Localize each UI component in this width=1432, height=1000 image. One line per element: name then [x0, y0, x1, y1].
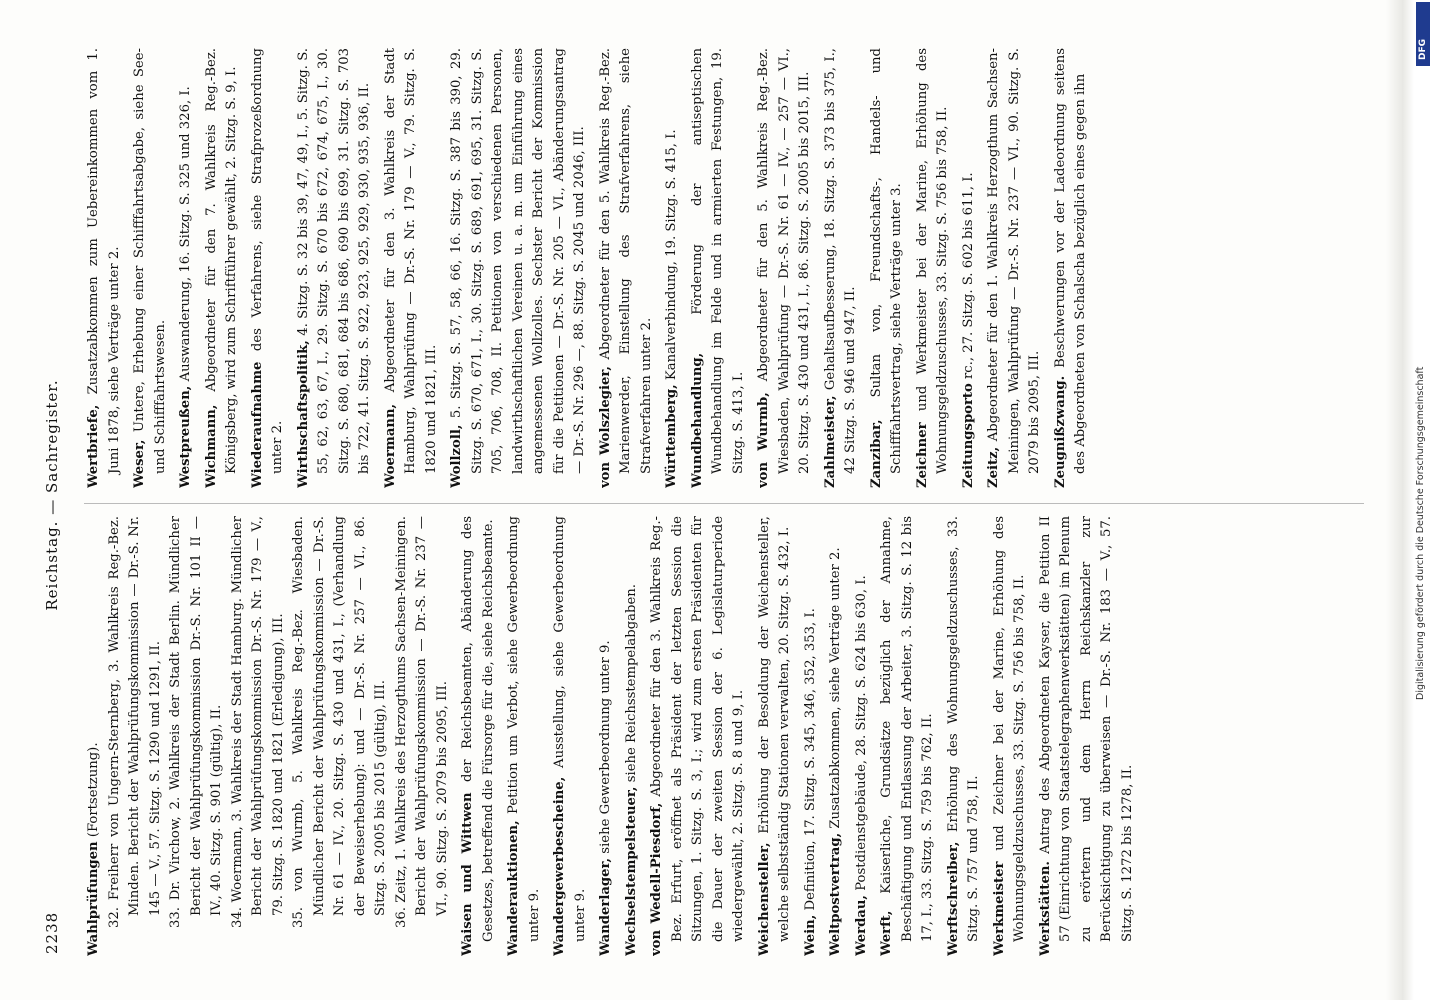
index-entry — [662, 48, 683, 488]
entry-keyword: von Wurmb, — [756, 392, 771, 488]
index-entry — [913, 48, 954, 488]
digitization-credit: Digitalisierung gefördert durch die Deutsche Forschungsgemeinschaft — [1415, 366, 1426, 700]
entry-text: Beschwerungen vor der Ladeordnung seitens des Abgeordneten von Schalscha bezüglich eines gegen ihn — [1052, 48, 1088, 474]
entry-text: Kaiserliche, Grundsätze bezüglich der Annahme, Beschäftigung und Entlassung der Arbeiter, 3. Sitzg. S. 12 bis 17, I., 33. Sitzg. S. 759 bis 762, II. — [879, 516, 935, 942]
entry-keyword: Weichensteller, — [756, 842, 772, 956]
entry-keyword: Werkstätten. — [1037, 860, 1053, 956]
entry-text: Abgeordneter für den 1. Wahlkreis Herzogthum Sachsen-Meiningen, Wahlprüfung — Dr.-S. Nr. 237 — VI., 90. Sitzg. S. 2079 bis 2095, III. — [986, 48, 1042, 474]
index-entry — [622, 516, 643, 956]
entry-keyword: Wundbehandlung, — [689, 352, 705, 488]
index-entry — [176, 48, 197, 488]
column-divider — [84, 503, 1364, 504]
entry-text: Abgeordneter für den 7. Wahlkreis Reg.-Bez. Königsberg, wird zum Schriftführer gewählt, 2. Sitzg. S. 9, I. — [203, 48, 239, 474]
index-entry — [944, 516, 985, 956]
entry-keyword: Werdau, — [853, 894, 869, 956]
index-entry — [1036, 516, 1139, 956]
index-entry — [990, 516, 1031, 956]
entry-keyword: Werftschreiber, — [945, 841, 961, 956]
entry-text: und Werkmeister bei der Marine, Erhöhung des Wohnungsgeldzuschusses, 33. Sitzg. S. 756 bis 758, II. — [914, 48, 950, 474]
entry-keyword: Wichmann, — [203, 404, 219, 488]
index-entry — [84, 516, 453, 956]
entry-text: Abgeordneter für den 3. Wahlkreis Reg.-Bez. Erfurt, eröffnet als Präsident der letzten Session die Sitzungen, 1. Sitzg. S. 3, I.; wird zum ersten Präsidenten für die Dauer der zweiten Session der 6. Legislaturperiode wiedergewählt, 2. Sitzg. S. 8 und 9, I. — [649, 516, 746, 942]
index-entry — [821, 48, 862, 488]
sub-entry: 36. Zeitz, 1. Wahlkreis des Herzogthums Sachsen-Meiningen. Bericht der Wahlprüfungskommission — Dr.-S. Nr. 237 — VI., 90. Sitzg. S. 2079 bis 2095, III. — [393, 516, 450, 928]
entry-text: Gehaltsaufbesserung, 18. Sitzg. S. 373 bis 375, I., 42 Sitzg. S. 946 und 947, II. — [822, 48, 858, 474]
entry-keyword: Wertbriefe, — [86, 404, 101, 488]
index-entry — [801, 516, 822, 956]
entry-keyword: Wiederaufnahme — [249, 361, 265, 488]
index-entry — [852, 516, 873, 956]
entry-keyword: Werkmeister — [991, 861, 1007, 956]
index-entry — [688, 48, 750, 488]
index-entry — [458, 516, 499, 956]
entry-keyword: Weltpostvertrag, — [828, 832, 843, 956]
index-entry — [504, 516, 545, 956]
entry-text: Sultan von, Freundschafts-, Handels- und Schifffahrtsvertrag, siehe Verträge unter 3. — [868, 48, 904, 474]
entry-text: Erhöhung des Wohnungsgeldzuschusses, 33. Sitzg. S. 757 und 758, II. — [945, 516, 981, 942]
entry-text: Erhöhung der Besoldung der Weichensteller, welche selbstständig Stationen verwalten, 20. Sitzg. S. 432, I. — [756, 516, 792, 942]
entry-text: Abgeordneter für den 5. Wahlkreis Reg.-Bez. Wiesbaden, Wahlprüfung — Dr.-S. Nr. 61 — IV., — 257 — VI., 20. Sitzg. S. 430 und 431, I., 86. Sitzg. S. 2005 bis 2015, III. — [756, 48, 812, 474]
sub-entry: 35. von Wurmb, 5. Wahlkreis Reg.-Bez. Wiesbaden. Mündlicher Bericht der Wahlprüfungskommission — Dr.-S. Nr. 61 — IV., 20. Sitzg. S. 430 und 431, I., (Verhandlung der Beweiserhebung): und — Dr.-S. Nr. 257 — VI., 86. Sitzg. S. 2005 bis 2015 (gültig), III. — [291, 516, 388, 928]
scan-shadow — [1386, 0, 1414, 1000]
page-header — [40, 30, 66, 960]
entry-text: Antrag des Abgeordneten Kayser, die Petition II 57 (Einrichtung von Staatstelegraphenwerkstätten) im Plenum zu erörtern und dem Herrn Reichskanzler zur Berücksichtigung zu überweisen — Dr.-S. Nr. 183 — V., 57. Sitzg. S. 1272 bis 1278, II. — [1037, 516, 1135, 942]
entry-text: 5. Sitzg. S. 57, 58, 66, 16. Sitzg. S. 387 bis 390, 29. Sitzg. S. 670, 671, I., 30. Sitzg. S. 689, 691, 695, 31. Sitzg. S. 705, 706, 708, II. Petitionen von verschiedenen Personen, landwirthschaftlichen Vereinen u. a. m. um Einführung eines angemessenen Wollzolles. Sechster Bericht der Kommission für die Petitionen — Dr.-S. Nr. 205 — VI., Abänderungsantrag — Dr.-S. Nr. 296 —, 88. Sitzg. S. 2045 und 2046, III. — [449, 48, 587, 474]
entry-text: Definition, 17. Sitzg. S. 345, 346, 352, 353, I. — [802, 608, 818, 915]
entry-text: siehe Gewerbeordnung unter 9. — [598, 640, 613, 858]
index-entry — [202, 48, 243, 488]
entry-text: Zusatzabkommen zum Uebereinkommen vom 1. Juni 1878, siehe Verträge unter 2. — [86, 48, 122, 474]
entry-keyword: Wahlprüfungen — [86, 841, 101, 956]
index-entry — [248, 48, 289, 488]
running-title: Reichstag. — Sachregister. — [43, 379, 61, 611]
index-entry — [984, 48, 1046, 488]
index-entry — [596, 516, 617, 956]
entry-keyword: von Wedell-Piesdorf, — [649, 802, 664, 956]
index-entry — [294, 48, 376, 488]
entry-keyword: Zeugnißzwang. — [1052, 375, 1068, 488]
index-entry — [755, 516, 796, 956]
index-entry — [130, 48, 171, 488]
entry-text: Postdienstgebäude, 28. Sitzg. S. 624 bis 630, I. — [853, 575, 869, 895]
index-entry — [867, 48, 908, 488]
index-entry — [381, 48, 443, 488]
entry-text: des Verfahrens, siehe Strafprozeßordnung unter 2. — [249, 48, 285, 474]
entry-text: Auswanderung, 16. Sitzg. S. 325 und 326, I. — [178, 86, 193, 386]
entry-text: Ausstellung, siehe Gewerbeordnung unter 9. — [552, 516, 588, 942]
entry-keyword: Wandergewerbescheine, — [552, 776, 567, 956]
entry-text: Kanalverbindung, 19. Sitzg. S. 415, I. — [664, 129, 679, 385]
index-entry — [754, 48, 816, 488]
entry-keyword: Wollzoll, — [449, 424, 464, 488]
entry-keyword: Zanzibar, — [868, 419, 884, 488]
entry-text: Abgeordneter für den 5. Wahlkreis Reg.-Bez. Marienwerder, Einstellung des Strafverfahrens, siehe Strafverfahren unter 2. — [597, 48, 654, 474]
entry-text: 4. Sitzg. S. 32 bis 39, 47, 49, I., 5. Sitzg. S. 55, 62, 63, 67, I., 29. Sitzg. S. 670 bis 672, 674, 675, I., 30. Sitzg. S. 680, 681, 684 bis 686, 690 bis 699, 31. Sitzg. S. 703 bis 722, 41. Sitzg. S. 922, 923, 925, 929, 930, 935, 936, II. — [295, 48, 372, 474]
index-column-right — [84, 48, 1364, 488]
entry-keyword: von Wolszlegier, — [597, 366, 613, 488]
entry-keyword: Wanderlager, — [598, 857, 613, 956]
dfg-logo-icon: DFG — [1416, 2, 1430, 66]
entry-keyword: Wirthschaftspolitik, — [295, 340, 311, 488]
sub-entry: 32. Freiherr von Ungern-Sternberg, 3. Wahlkreis Reg.-Bez. Minden. Bericht der Wahlprüfungskommission — Dr.-S. Nr. 145 — V., 57. Sitzg. S. 1290 und 1291, II. — [106, 516, 163, 928]
entry-text: Petition um Verbot, siehe Gewerbeordnung unter 9. — [506, 516, 542, 942]
entry-text: Untere, Erhebung einer Schifffahrtsabgabe, siehe See- und Schifffahrtswesen. — [132, 48, 168, 474]
index-entry — [596, 48, 658, 488]
entry-text: der Reichsbeamten, Abänderung des Gesetzes, betreffend die Fürsorge für die, siehe Reichsbeamte. — [460, 516, 496, 942]
entry-text: Zusatzabkommen, siehe Verträge unter 2. — [828, 547, 843, 833]
index-entry — [877, 516, 939, 956]
entry-keyword: Woermann, — [382, 403, 398, 488]
entry-keyword: Wanderauktionen, — [506, 820, 521, 956]
entry-keyword: Zeichner — [914, 422, 930, 488]
entry-text: und Zeichner bei der Marine, Erhöhung des Wohnungsgeldzuschusses, 33. Sitzg. S. 756 bis 758, II. — [991, 516, 1027, 942]
index-column-left — [84, 516, 1364, 956]
index-entry — [550, 516, 591, 956]
entry-text: rc., 27. Sitzg. S. 602 bis 611, I. — [960, 172, 976, 384]
entry-keyword: Württemberg, — [664, 384, 679, 488]
index-entry — [1051, 48, 1092, 488]
entry-text: siehe Reichsstempelabgaben. — [623, 584, 639, 787]
page-number: 2238 — [43, 911, 61, 954]
index-entry — [84, 48, 125, 488]
entry-keyword: Waisen und Wittwen — [460, 792, 475, 956]
entry-keyword: Wein, — [802, 914, 818, 956]
index-entry — [447, 48, 591, 488]
digitization-sidebar — [1414, 0, 1432, 1000]
rotated-text-block — [40, 30, 1380, 960]
entry-keyword: Werft, — [879, 910, 894, 956]
entry-keyword: Zahlmeister, — [822, 395, 838, 488]
entry-text: (Fortsetzung). — [86, 742, 101, 842]
entry-text: Abgeordneter für den 3. Wahlkreis der Stadt Hamburg, Wahlprüfung — Dr.-S. Nr. 179 — V., 79. Sitzg. S. 1820 und 1821, III. — [382, 48, 439, 474]
sub-entry: 34. Woermann, 3. Wahlkreis der Stadt Hamburg. Mündlicher Bericht der Wahlprüfungskommission Dr.-S. Nr. 179 — V., 79. Sitzg. S. 1820 und 1821 (Erledigung), III. — [229, 516, 286, 928]
index-entry — [647, 516, 750, 956]
entry-keyword: Zeitungsporto — [960, 383, 976, 488]
index-entry — [826, 516, 847, 956]
entry-keyword: Wechselstempelsteuer, — [623, 786, 639, 956]
entry-keyword: Westpreußen, — [178, 385, 193, 488]
entry-text: Förderung der antiseptischen Wundbehandlung im Felde und in armierten Festungen, 19. Sitzg. S. 413, I. — [689, 48, 746, 474]
entry-keyword: Zeitz, — [986, 446, 1001, 488]
index-entry — [959, 48, 980, 488]
sub-entry: 33. Dr. Virchow, 2. Wahlkreis der Stadt Berlin. Mündlicher Bericht der Wahlprüfungskommission Dr.-S. Nr. 101 II — IV., 40. Sitzg. S. 901 (gültig), II. — [168, 516, 224, 928]
entry-keyword: Weser, — [132, 439, 147, 488]
